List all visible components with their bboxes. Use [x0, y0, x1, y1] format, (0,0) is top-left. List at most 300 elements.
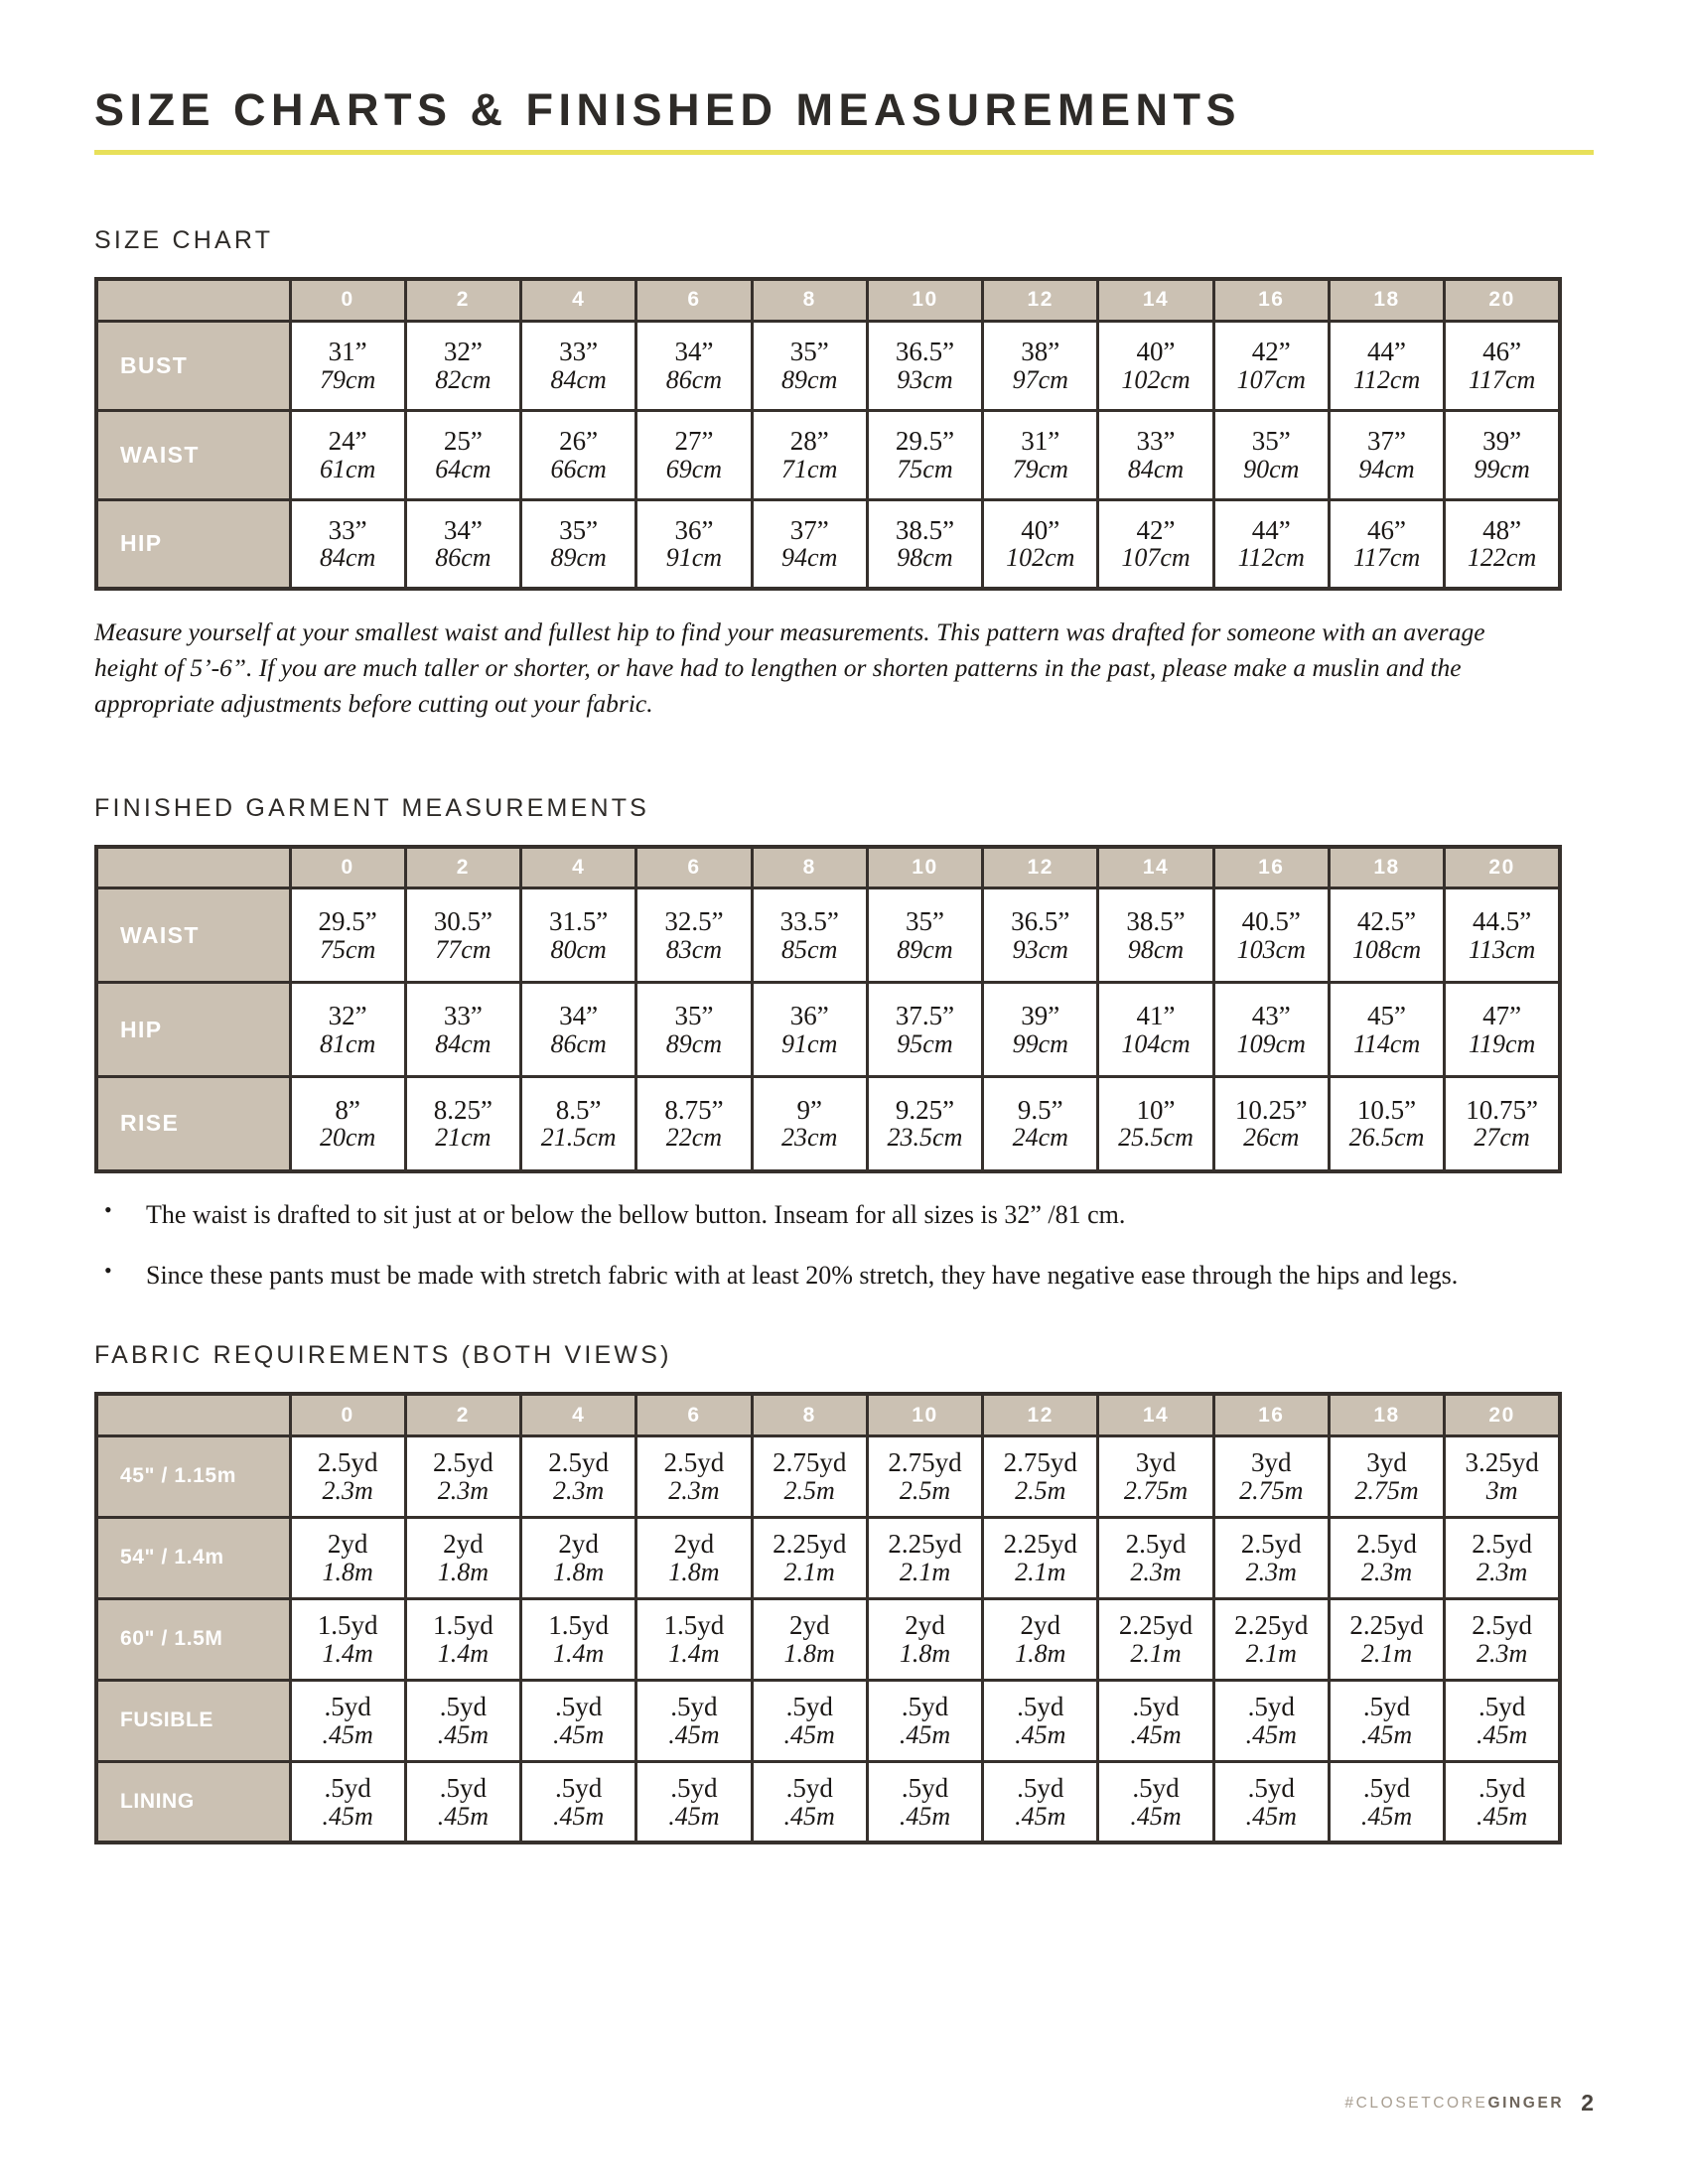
value-imperial: 38.5” — [1126, 906, 1186, 937]
measurement-cell — [1329, 1680, 1444, 1761]
row-label: BUST — [96, 321, 290, 410]
measurement-cell — [405, 1680, 520, 1761]
measurement-cell — [1098, 1680, 1213, 1761]
value-imperial: .5yd — [1362, 1692, 1411, 1722]
value-imperial: 2.75yd — [888, 1447, 962, 1478]
measurement-cell — [636, 1435, 752, 1517]
measurement-cell — [867, 1761, 982, 1843]
footer-hashtag — [1344, 2095, 1564, 2113]
measurement-cell — [867, 1435, 982, 1517]
table-row — [96, 410, 1560, 499]
page-footer — [1344, 2090, 1594, 2116]
value-imperial: 32.5” — [664, 906, 724, 937]
value-metric: 2.75m — [1123, 1475, 1189, 1505]
measurement-cell — [752, 1435, 867, 1517]
table-row — [96, 1680, 1560, 1761]
size-header-12: 12 — [983, 279, 1098, 321]
value-imperial: 37.5” — [895, 1001, 955, 1031]
value-metric: 2.5m — [1015, 1475, 1066, 1505]
value-metric: 107cm — [1236, 364, 1306, 394]
value-metric: 81cm — [319, 1028, 376, 1058]
value-metric: 1.8m — [437, 1557, 490, 1586]
measurement-cell — [1213, 410, 1329, 499]
value-imperial: 38” — [1021, 336, 1060, 366]
measurement-cell — [1445, 321, 1560, 410]
measurement-cell — [290, 1517, 405, 1598]
measurement-cell — [290, 321, 405, 410]
table-row — [96, 499, 1560, 589]
value-metric: 1.8m — [1015, 1638, 1066, 1668]
measurement-cell — [1445, 1761, 1560, 1843]
value-metric: 112cm — [1237, 543, 1305, 573]
value-metric: 1.8m — [322, 1557, 373, 1586]
value-metric: 22cm — [665, 1123, 723, 1153]
measurement-cell — [521, 1761, 636, 1843]
row-label: 60" / 1.5M — [96, 1598, 290, 1680]
value-metric: 1.8m — [783, 1638, 835, 1668]
value-metric: 71cm — [781, 454, 838, 483]
measurement-cell — [405, 1517, 520, 1598]
value-metric: 2.1m — [1015, 1557, 1066, 1586]
measurement-cell — [1213, 1077, 1329, 1171]
fabric-requirements-table — [94, 1392, 1562, 1844]
value-metric: 1.8m — [899, 1638, 951, 1668]
value-imperial: 2.25yd — [773, 1529, 847, 1560]
value-metric: 66cm — [550, 454, 607, 483]
value-metric: .45m — [783, 1801, 835, 1831]
footer-hashtag-bold: GINGER — [1487, 2094, 1565, 2112]
value-metric: 94cm — [781, 543, 838, 573]
value-imperial: 38.5” — [895, 514, 955, 545]
value-metric: .45m — [322, 1801, 373, 1831]
measurement-cell — [290, 1761, 405, 1843]
value-metric: 112cm — [1352, 364, 1421, 394]
value-metric: .45m — [668, 1719, 720, 1749]
value-metric: 103cm — [1236, 934, 1306, 964]
measurement-cell — [867, 1077, 982, 1171]
measurement-cell — [983, 1435, 1098, 1517]
measurement-cell — [983, 1761, 1098, 1843]
size-header-12: 12 — [983, 1394, 1098, 1435]
value-metric: 61cm — [319, 454, 376, 483]
value-metric: 89cm — [550, 543, 607, 573]
value-imperial: 46” — [1367, 514, 1407, 545]
measurement-cell — [983, 1517, 1098, 1598]
measurement-cell — [636, 410, 752, 499]
value-imperial: 39” — [1021, 1001, 1060, 1031]
measurement-cell — [1329, 410, 1444, 499]
value-metric: 64cm — [435, 454, 492, 483]
value-imperial: 37” — [789, 514, 829, 545]
measurement-cell — [290, 983, 405, 1077]
measurement-cell — [867, 983, 982, 1077]
value-metric: 26cm — [1243, 1123, 1300, 1153]
section-heading-finished-measurements: FINISHED GARMENT MEASUREMENTS — [94, 793, 650, 822]
value-imperial: 45” — [1367, 1001, 1407, 1031]
value-imperial: 2.5yd — [1240, 1529, 1302, 1560]
measurement-cell — [1213, 1517, 1329, 1598]
value-imperial: 8.25” — [433, 1094, 493, 1125]
measurement-cell — [636, 321, 752, 410]
value-imperial: 3yd — [1251, 1447, 1292, 1478]
value-metric: 75cm — [319, 934, 376, 964]
value-imperial: 9.25” — [895, 1094, 955, 1125]
measurement-cell — [1329, 499, 1444, 589]
measurement-cell — [1098, 1517, 1213, 1598]
value-imperial: .5yd — [1477, 1692, 1526, 1722]
value-metric: 102cm — [1121, 364, 1191, 394]
value-imperial: 33” — [443, 1001, 483, 1031]
measurement-cell — [405, 1435, 520, 1517]
size-header-18: 18 — [1329, 847, 1444, 888]
measurement-cell — [1445, 1598, 1560, 1680]
value-metric: 107cm — [1121, 543, 1191, 573]
value-metric: 21.5cm — [540, 1123, 617, 1153]
value-imperial: 10.75” — [1466, 1094, 1538, 1125]
measurement-cell — [1098, 1435, 1213, 1517]
value-metric: 1.4m — [322, 1638, 373, 1668]
value-metric: .45m — [668, 1801, 720, 1831]
measurement-cell — [636, 1077, 752, 1171]
value-imperial: 25” — [443, 425, 483, 456]
value-imperial: .5yd — [324, 1773, 371, 1804]
value-imperial: 35” — [789, 336, 829, 366]
value-imperial: 35” — [1251, 425, 1291, 456]
table-corner-cell — [96, 1394, 290, 1435]
measurement-cell — [752, 983, 867, 1077]
row-label: HIP — [96, 983, 290, 1077]
measurement-cell — [636, 499, 752, 589]
value-imperial: 34” — [443, 514, 483, 545]
value-metric: 109cm — [1236, 1028, 1306, 1058]
measurement-cell — [1445, 888, 1560, 983]
value-imperial: 31” — [1021, 425, 1060, 456]
value-imperial: 2.5yd — [317, 1447, 378, 1478]
value-metric: 2.3m — [437, 1475, 490, 1505]
value-imperial: 36.5” — [895, 336, 955, 366]
measurement-cell — [636, 1598, 752, 1680]
value-metric: 94cm — [1358, 454, 1415, 483]
value-metric: 85cm — [781, 934, 838, 964]
value-metric: 2.1m — [1360, 1638, 1413, 1668]
value-imperial: 2yd — [558, 1529, 599, 1560]
value-metric: 2.3m — [553, 1475, 605, 1505]
value-metric: 83cm — [665, 934, 723, 964]
value-imperial: .5yd — [439, 1692, 488, 1722]
value-metric: 69cm — [665, 454, 723, 483]
measurement-cell — [405, 983, 520, 1077]
value-metric: .45m — [1130, 1719, 1182, 1749]
measurement-cell — [521, 888, 636, 983]
row-label: 45" / 1.15m — [96, 1435, 290, 1517]
measurement-cell — [405, 1077, 520, 1171]
measurement-cell — [1213, 1435, 1329, 1517]
value-imperial: 44” — [1367, 336, 1407, 366]
size-header-8: 8 — [752, 279, 867, 321]
measurement-cell — [1329, 321, 1444, 410]
measurement-cell — [1213, 499, 1329, 589]
measurement-cell — [636, 983, 752, 1077]
measurement-cell — [290, 888, 405, 983]
table-corner-cell — [96, 279, 290, 321]
measurement-cell — [1213, 888, 1329, 983]
value-imperial: 9.5” — [1017, 1094, 1063, 1125]
table-row — [96, 321, 1560, 410]
measurement-cell — [405, 321, 520, 410]
value-imperial: .5yd — [670, 1692, 718, 1722]
value-imperial: .5yd — [670, 1773, 718, 1804]
value-metric: .45m — [1015, 1719, 1066, 1749]
value-imperial: 2yd — [905, 1610, 945, 1641]
note-item: • Since these pants must be made with stretch fabric with at least 20% stretch, they have negative ease through the hips and legs. — [94, 1258, 1544, 1294]
value-imperial: 44.5” — [1472, 906, 1532, 937]
table-row — [96, 983, 1560, 1077]
value-metric: 20cm — [319, 1123, 376, 1153]
value-imperial: 9” — [796, 1094, 822, 1125]
measurement-cell — [1329, 1761, 1444, 1843]
measurement-cell — [1098, 1077, 1213, 1171]
value-imperial: 1.5yd — [317, 1610, 378, 1641]
value-metric: 86cm — [550, 1028, 607, 1058]
value-metric: 2.5m — [899, 1475, 951, 1505]
value-imperial: 2yd — [443, 1529, 484, 1560]
size-header-14: 14 — [1098, 847, 1213, 888]
size-header-16: 16 — [1213, 1394, 1329, 1435]
measurement-cell — [1213, 1598, 1329, 1680]
measurement-cell — [290, 1598, 405, 1680]
value-metric: 93cm — [897, 364, 953, 394]
value-imperial: 26” — [559, 425, 599, 456]
size-header-2: 2 — [405, 1394, 520, 1435]
value-metric: 84cm — [319, 543, 376, 573]
value-imperial: 2yd — [788, 1610, 830, 1641]
value-imperial: 40” — [1136, 336, 1176, 366]
value-metric: .45m — [1360, 1801, 1413, 1831]
size-header-2: 2 — [405, 279, 520, 321]
measurement-cell — [1329, 888, 1444, 983]
value-metric: 95cm — [897, 1028, 953, 1058]
measurement-cell — [1098, 888, 1213, 983]
measurement-cell — [405, 410, 520, 499]
value-metric: .45m — [1245, 1719, 1297, 1749]
value-metric: 2.75m — [1354, 1475, 1419, 1505]
measurement-cell — [983, 499, 1098, 589]
value-imperial: 46” — [1482, 336, 1522, 366]
value-imperial: 2.5yd — [1472, 1610, 1532, 1641]
value-imperial: 35” — [905, 906, 944, 937]
measurement-cell — [1445, 1077, 1560, 1171]
size-header-10: 10 — [867, 847, 982, 888]
table-row — [96, 1435, 1560, 1517]
finished-measurements-body — [96, 847, 1560, 1171]
value-metric: 117cm — [1468, 364, 1536, 394]
value-metric: 2.3m — [1245, 1557, 1297, 1586]
measurement-cell — [521, 1517, 636, 1598]
value-metric: 98cm — [897, 543, 953, 573]
table-row — [96, 1761, 1560, 1843]
measurement-cell — [983, 1077, 1098, 1171]
value-metric: 1.4m — [668, 1638, 720, 1668]
value-imperial: 40” — [1021, 514, 1060, 545]
measurement-cell — [1329, 1077, 1444, 1171]
measurement-cell — [521, 1435, 636, 1517]
size-header-2: 2 — [405, 847, 520, 888]
value-imperial: 30.5” — [433, 906, 493, 937]
size-header-12: 12 — [983, 847, 1098, 888]
measurement-cell — [983, 983, 1098, 1077]
measurement-cell — [1098, 1598, 1213, 1680]
value-metric: 89cm — [897, 934, 953, 964]
value-metric: 119cm — [1468, 1028, 1536, 1058]
value-imperial: 29.5” — [895, 425, 955, 456]
value-imperial: 32” — [328, 1001, 367, 1031]
size-header-18: 18 — [1329, 279, 1444, 321]
measurement-cell — [521, 1077, 636, 1171]
value-metric: .45m — [899, 1719, 951, 1749]
measurement-cell — [521, 983, 636, 1077]
value-metric: 2.3m — [1130, 1557, 1182, 1586]
value-metric: .45m — [322, 1719, 373, 1749]
value-imperial: 42.5” — [1356, 906, 1417, 937]
value-metric: 1.4m — [553, 1638, 605, 1668]
value-imperial: 2yd — [327, 1529, 368, 1560]
value-metric: 23cm — [781, 1123, 838, 1153]
value-metric: 1.4m — [437, 1638, 490, 1668]
size-header-6: 6 — [636, 279, 752, 321]
measurement-cell — [867, 499, 982, 589]
fabric-requirements-body — [96, 1394, 1560, 1843]
value-metric: 98cm — [1127, 934, 1185, 964]
value-metric: 79cm — [319, 364, 376, 394]
value-imperial: 33.5” — [779, 906, 839, 937]
value-imperial: 32” — [443, 336, 483, 366]
row-label: LINING — [96, 1761, 290, 1843]
value-imperial: 34” — [559, 1001, 599, 1031]
size-header-14: 14 — [1098, 279, 1213, 321]
measurement-cell — [752, 1761, 867, 1843]
size-header-4: 4 — [521, 1394, 636, 1435]
value-metric: 2.1m — [1130, 1638, 1182, 1668]
size-header-0: 0 — [290, 279, 405, 321]
measurement-cell — [290, 1435, 405, 1517]
value-imperial: 8.5” — [555, 1094, 602, 1125]
measurement-cell — [1329, 1598, 1444, 1680]
value-imperial: 31” — [328, 336, 367, 366]
value-metric: 117cm — [1352, 543, 1421, 573]
size-header-6: 6 — [636, 847, 752, 888]
value-imperial: 44” — [1251, 514, 1291, 545]
value-metric: 3m — [1485, 1475, 1518, 1505]
value-imperial: 33” — [328, 514, 367, 545]
measurement-cell — [983, 888, 1098, 983]
value-imperial: 35” — [559, 514, 599, 545]
size-header-16: 16 — [1213, 847, 1329, 888]
row-label: WAIST — [96, 410, 290, 499]
value-imperial: 41” — [1136, 1001, 1176, 1031]
value-imperial: 2.5yd — [1472, 1529, 1532, 1560]
measurement-cell — [867, 1598, 982, 1680]
table-row — [96, 1598, 1560, 1680]
value-metric: .45m — [437, 1719, 490, 1749]
measurement-cell — [1213, 321, 1329, 410]
value-metric: 84cm — [435, 1028, 492, 1058]
value-imperial: .5yd — [555, 1692, 603, 1722]
value-imperial: 2.25yd — [1349, 1610, 1424, 1641]
value-imperial: .5yd — [1247, 1773, 1295, 1804]
value-imperial: .5yd — [785, 1692, 833, 1722]
value-imperial: 2.75yd — [1003, 1447, 1077, 1478]
measurement-cell — [1098, 1761, 1213, 1843]
value-metric: 108cm — [1351, 934, 1422, 964]
measurement-cell — [867, 410, 982, 499]
size-header-4: 4 — [521, 847, 636, 888]
value-metric: 89cm — [781, 364, 838, 394]
measurement-cell — [290, 499, 405, 589]
value-metric: 113cm — [1468, 934, 1536, 964]
measurement-cell — [405, 1761, 520, 1843]
value-metric: 99cm — [1012, 1028, 1068, 1058]
size-header-8: 8 — [752, 847, 867, 888]
section-heading-fabric-requirements: FABRIC REQUIREMENTS (BOTH VIEWS) — [94, 1341, 672, 1370]
measurement-cell — [1213, 1680, 1329, 1761]
measurement-cell — [405, 499, 520, 589]
value-metric: 86cm — [665, 364, 723, 394]
value-imperial: 35” — [674, 1001, 714, 1031]
size-chart-note: Measure yourself at your smallest waist and fullest hip to find your measurements. This pattern was drafted for someone with an average height of 5’-6”. If you are much taller or shorter, or have had to lengthen or shorten patterns in the past, please make a muslin and the appropriate adjustments before cutting out your fabric. — [94, 617, 1485, 719]
value-imperial: 34” — [674, 336, 714, 366]
measurement-cell — [867, 1680, 982, 1761]
row-label: FUSIBLE — [96, 1680, 290, 1761]
value-imperial: 28” — [789, 425, 829, 456]
value-imperial: 1.5yd — [433, 1610, 493, 1641]
value-imperial: .5yd — [555, 1773, 603, 1804]
value-imperial: 37” — [1367, 425, 1407, 456]
value-imperial: .5yd — [1017, 1692, 1064, 1722]
value-metric: .45m — [1476, 1719, 1528, 1749]
value-metric: 2.5m — [783, 1475, 835, 1505]
table-row — [96, 888, 1560, 983]
value-metric: .45m — [1360, 1719, 1413, 1749]
table-row — [96, 1517, 1560, 1598]
measurement-cell — [867, 1517, 982, 1598]
value-metric: 89cm — [665, 1028, 723, 1058]
value-imperial: 40.5” — [1241, 906, 1301, 937]
value-metric: 86cm — [435, 543, 492, 573]
measurement-cell — [405, 1598, 520, 1680]
value-metric: 79cm — [1012, 454, 1068, 483]
measurement-cell — [290, 1680, 405, 1761]
value-metric: 2.1m — [899, 1557, 951, 1586]
value-metric: 24cm — [1012, 1123, 1068, 1153]
value-imperial: .5yd — [1247, 1692, 1295, 1722]
measurement-cell — [1445, 1435, 1560, 1517]
finished-measurements-notes — [94, 1197, 1544, 1295]
value-imperial: 2.5yd — [433, 1447, 493, 1478]
measurement-cell — [1445, 1517, 1560, 1598]
value-metric: 2.3m — [1476, 1557, 1528, 1586]
measurement-cell — [752, 1680, 867, 1761]
value-imperial: 10.25” — [1234, 1094, 1308, 1125]
measurement-cell — [1445, 499, 1560, 589]
value-imperial: 36.5” — [1011, 906, 1070, 937]
value-imperial: .5yd — [1017, 1773, 1064, 1804]
measurement-cell — [636, 1517, 752, 1598]
value-metric: 102cm — [1006, 543, 1075, 573]
measurement-cell — [1329, 1517, 1444, 1598]
measurement-cell — [983, 321, 1098, 410]
size-chart-body — [96, 279, 1560, 589]
measurement-cell — [521, 499, 636, 589]
